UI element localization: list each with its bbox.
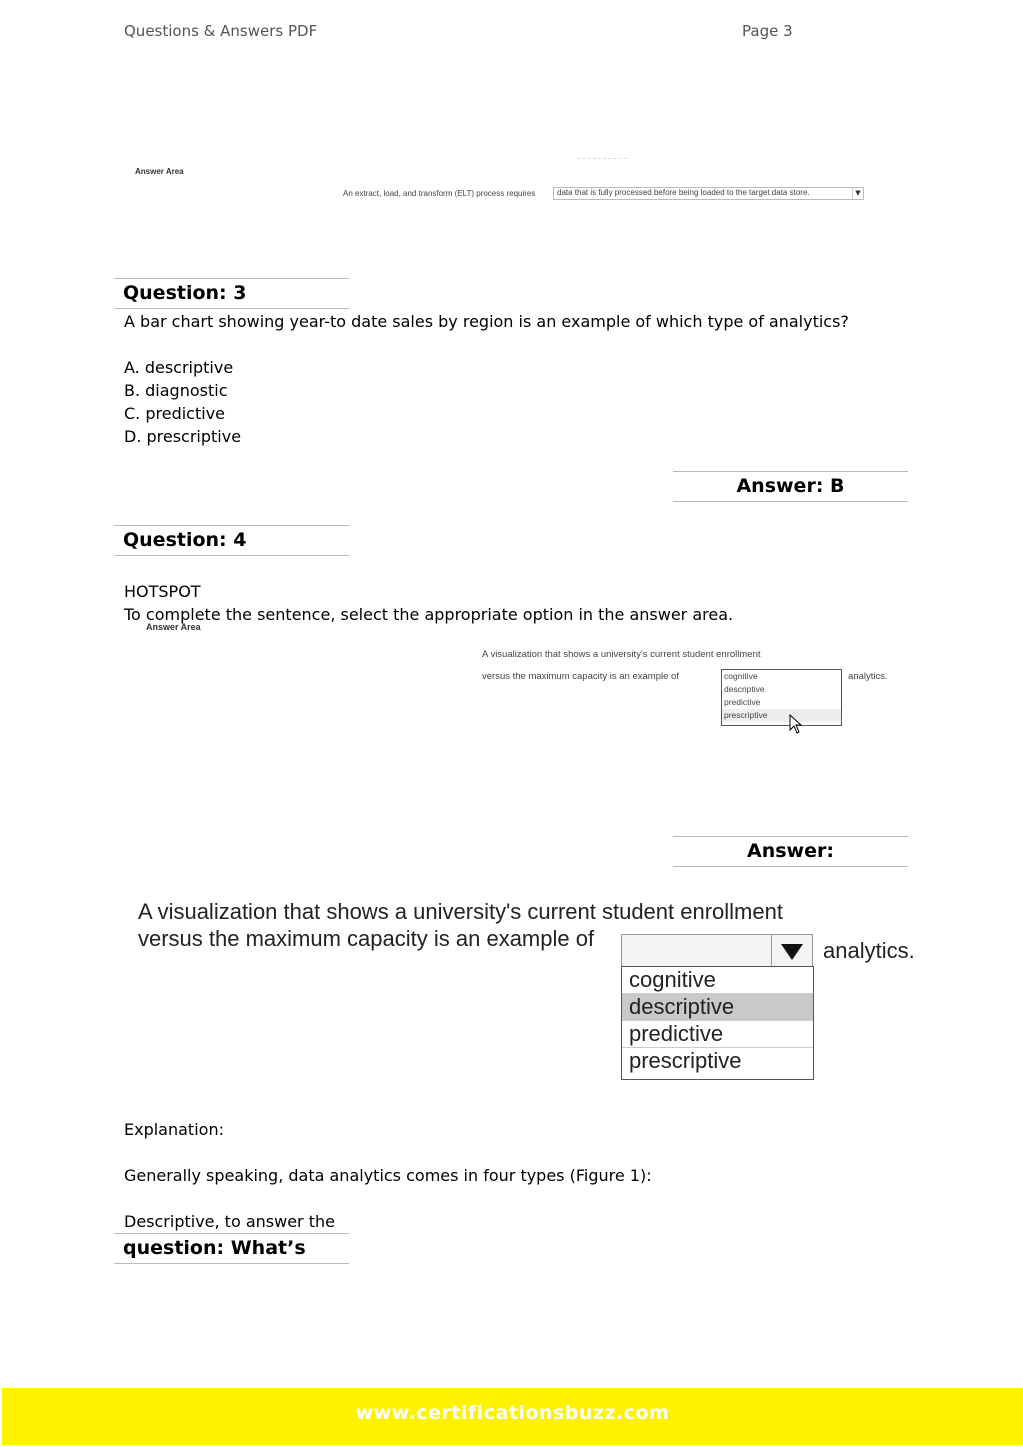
chevron-down-icon xyxy=(781,944,803,960)
dropdown-arrow-button[interactable] xyxy=(771,935,812,967)
question-3-text: A bar chart showing year-to date sales by region is an example of which type of analytics? xyxy=(124,312,849,331)
header-title: Questions & Answers PDF xyxy=(124,22,318,40)
footer-link[interactable]: www.certificationsbuzz.com xyxy=(355,1402,670,1424)
question-4-type: HOTSPOT xyxy=(124,582,201,601)
prev-answer-image xyxy=(124,150,884,220)
small-option-prescriptive[interactable]: prescriptive xyxy=(722,709,841,722)
option-cognitive[interactable]: cognitive xyxy=(622,967,813,994)
small-option-descriptive[interactable]: descriptive xyxy=(724,684,765,694)
elt-sentence: An extract, load, and transform (ELT) process requires xyxy=(343,189,536,198)
elt-dropdown-value: data that is fully processed before being loaded to the target data store. xyxy=(557,188,810,197)
small-option-cognitive[interactable]: cognitive xyxy=(724,671,758,681)
small-sentence-suffix: analytics. xyxy=(848,671,888,682)
explanation-p2: Descriptive, to answer the xyxy=(124,1212,335,1231)
small-option-predictive[interactable]: predictive xyxy=(724,697,761,707)
footer-banner xyxy=(2,1388,1023,1445)
explanation-label: Explanation: xyxy=(124,1120,224,1139)
small-sentence-line1: A visualization that shows a university's current student enrollment xyxy=(482,649,761,660)
mouse-cursor-icon xyxy=(789,714,803,740)
option-descriptive[interactable]: descriptive xyxy=(622,994,813,1021)
explanation-heading-box xyxy=(114,1233,349,1264)
option-predictive[interactable]: predictive xyxy=(622,1021,813,1048)
small-dropdown-list[interactable] xyxy=(721,669,842,726)
answer-3-text: Answer: B xyxy=(736,475,845,497)
small-sentence-line2: versus the maximum capacity is an example of xyxy=(482,671,679,682)
answer-area-label-small: Answer Area xyxy=(146,622,201,631)
explanation-p1: Generally speaking, data analytics comes in four types (Figure 1): xyxy=(124,1166,652,1185)
answer-area-label: Answer Area xyxy=(135,167,184,176)
answer-4-text: Answer: xyxy=(747,840,834,862)
answer-sentence-line1: A visualization that shows a university's current student enrollment xyxy=(138,899,783,924)
option-a: A. descriptive xyxy=(124,358,234,377)
question-4-heading xyxy=(114,525,349,556)
divider xyxy=(577,158,627,159)
question-3-title: Question: 3 xyxy=(123,282,247,304)
answer-sentence-line2: versus the maximum capacity is an example of xyxy=(138,926,595,951)
chevron-down-icon: ▼ xyxy=(852,188,863,199)
answer-4-box xyxy=(673,836,908,867)
question-4-title: Question: 4 xyxy=(123,529,247,551)
answer-sentence-suffix: analytics. xyxy=(823,938,915,963)
option-d: D. prescriptive xyxy=(124,427,242,446)
answer-options-list[interactable] xyxy=(621,966,814,1080)
answer-3-box xyxy=(673,471,908,502)
option-c: C. predictive xyxy=(124,404,225,423)
option-b: B. diagnostic xyxy=(124,381,228,400)
answer-dropdown[interactable] xyxy=(621,934,813,968)
question-3-heading xyxy=(114,278,349,309)
question-4-instruction: To complete the sentence, select the appropriate option in the answer area. xyxy=(124,605,734,624)
elt-dropdown[interactable] xyxy=(553,187,864,200)
page-number: Page 3 xyxy=(742,22,793,40)
option-prescriptive[interactable]: prescriptive xyxy=(629,1048,742,1073)
explanation-heading: question: What’s xyxy=(123,1237,306,1259)
